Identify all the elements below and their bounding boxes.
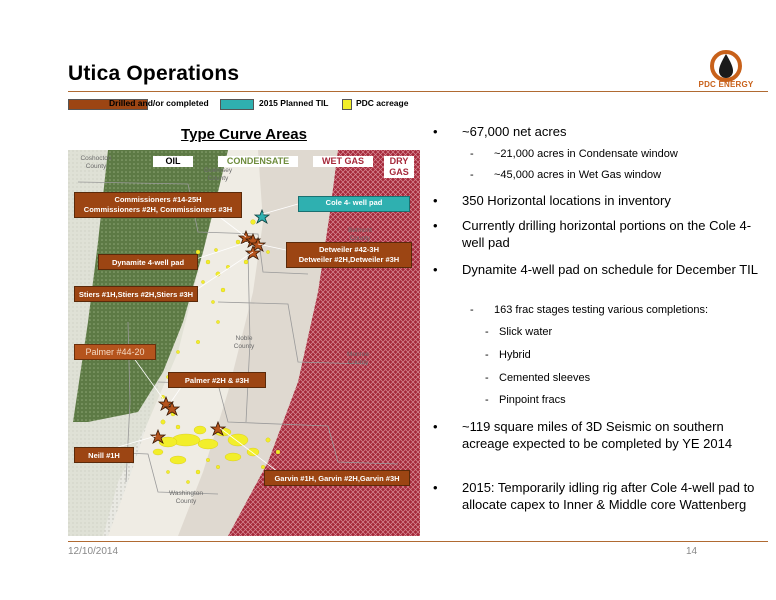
logo-text: PDC ENERGY bbox=[698, 80, 754, 89]
legend-label-planned: 2015 Planned TIL bbox=[259, 98, 329, 108]
callout-dynamite: Dynamite 4-well pad bbox=[98, 254, 198, 270]
page-number: 14 bbox=[686, 546, 698, 557]
svg-text:County: County bbox=[349, 235, 371, 242]
callout-detweiler: Detweiler #42-3H Detweiler #2H,Detweiler #3H bbox=[286, 242, 412, 268]
callout-palmer-2h-3h: Palmer #2H & #3H bbox=[168, 372, 266, 388]
footer-rule bbox=[68, 541, 768, 542]
svg-text:County: County bbox=[207, 175, 229, 182]
header-rule bbox=[68, 91, 768, 92]
county-label-monroe: Monroe bbox=[346, 351, 370, 358]
county-label-washington: Washington bbox=[168, 490, 204, 497]
footer-date: 12/10/2014 bbox=[68, 546, 119, 557]
svg-text:County: County bbox=[347, 359, 369, 366]
zone-label-condensate: CONDENSATE bbox=[218, 156, 298, 167]
legend-label-acreage: PDC acreage bbox=[356, 98, 409, 108]
type-curve-map bbox=[68, 122, 420, 536]
legend-swatch-acreage bbox=[342, 99, 352, 110]
svg-text:County: County bbox=[85, 163, 107, 170]
callout-garvin: Garvin #1H, Garvin #2H,Garvin #3H bbox=[264, 470, 410, 486]
county-label-noble: Noble bbox=[235, 335, 253, 342]
zone-label-dry-gas: DRY GAS bbox=[384, 156, 414, 178]
callout-neill: Neill #1H bbox=[74, 447, 134, 463]
county-label-belmont: Belmont bbox=[348, 227, 372, 234]
legend-swatch-planned bbox=[220, 99, 254, 110]
callout-commissioners: Commissioners #14-25H Commissioners #2H, Commissioners #3H bbox=[74, 192, 242, 218]
callout-palmer-44-20: Palmer #44-20 bbox=[74, 344, 156, 360]
svg-text:County: County bbox=[175, 498, 197, 505]
county-label-coshocton: Coshocton bbox=[80, 155, 112, 162]
callout-cole: Cole 4- well pad bbox=[298, 196, 410, 212]
map-title: Type Curve Areas bbox=[181, 126, 307, 143]
svg-text:County: County bbox=[233, 343, 255, 350]
zone-label-wet-gas: WET GAS bbox=[313, 156, 373, 167]
page-title: Utica Operations bbox=[68, 62, 240, 85]
county-label-guernsey: Guernsey bbox=[203, 167, 233, 174]
zone-label-oil: OIL bbox=[153, 156, 193, 167]
callout-stiers: Stiers #1H,Stiers #2H,Stiers #3H bbox=[74, 286, 198, 302]
legend-label-drilled: Drilled and/or completed bbox=[109, 98, 209, 108]
